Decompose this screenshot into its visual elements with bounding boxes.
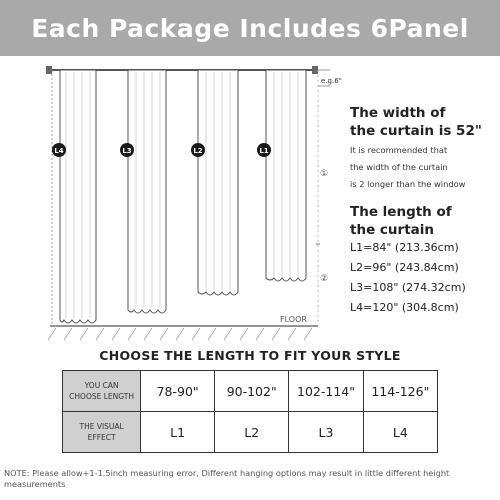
- panel-l2-label: L2: [193, 147, 203, 155]
- row-header-line: EFFECT: [87, 433, 116, 442]
- table-cell: 102-114": [289, 371, 363, 412]
- width-tip-line3: is 2 longer than the window: [350, 179, 466, 189]
- panel-l1: [257, 70, 306, 281]
- gap-label: e.g.6": [321, 77, 342, 85]
- table-cell: L4: [363, 412, 437, 453]
- width-tip: [350, 144, 465, 191]
- table-row: [63, 371, 438, 412]
- measurement-note: NOTE: Please allow+1-1.5inch measuring error, Different hanging options may result in little different height measurements: [4, 468, 450, 489]
- panel-l3: [120, 70, 166, 313]
- length-item-l1: L1=84" (213.36cm): [350, 241, 459, 254]
- row-header-choose-length: [63, 371, 141, 412]
- width-title-line1: The width of: [350, 105, 446, 121]
- header-banner: [0, 0, 500, 56]
- length-item-l3: L3=108" (274.32cm): [350, 281, 466, 294]
- width-title-line2: the curtain is 52": [350, 123, 482, 139]
- panel-l3-label: L3: [122, 147, 132, 155]
- marker-2: ②: [320, 274, 329, 284]
- row-header-line: THE VISUAL: [79, 422, 124, 431]
- length-title-line2: the curtain: [350, 222, 434, 238]
- length-list: [350, 238, 466, 318]
- length-item-l4: L4=120" (304.8cm): [350, 301, 459, 314]
- floor-hatch: [48, 328, 312, 340]
- length-section: [350, 203, 452, 239]
- panel-l4: [52, 70, 96, 323]
- width-tip-line2: the width of the curtain: [350, 162, 448, 172]
- width-tip-line1: It is recommended that: [350, 145, 448, 155]
- table-cell: 90-102": [215, 371, 289, 412]
- length-item-l2: L2=96" (243.84cm): [350, 261, 459, 274]
- table-cell: 78-90": [141, 371, 215, 412]
- width-section: [350, 104, 482, 140]
- banner-title: Each Package Includes 6Panel: [31, 13, 469, 43]
- marker-1: ①: [320, 169, 329, 179]
- length-table: [62, 370, 438, 453]
- row-header-line: CHOOSE LENGTH: [69, 392, 135, 401]
- table-cell: 114-126": [363, 371, 437, 412]
- table-row: [63, 412, 438, 453]
- table-cell: L2: [215, 412, 289, 453]
- row-header-visual-effect: [63, 412, 141, 453]
- row-header-line: YOU CAN: [84, 381, 119, 390]
- panel-l4-label: L4: [54, 147, 64, 155]
- length-title-line1: The length of: [350, 204, 452, 220]
- table-cell: L1: [141, 412, 215, 453]
- panel-l1-label: L1: [259, 147, 269, 155]
- table-cell: L3: [289, 412, 363, 453]
- rod-end-left: [46, 66, 52, 74]
- table-title: CHOOSE THE LENGTH TO FIT YOUR STYLE: [99, 348, 401, 363]
- floor-label: FLOOR: [280, 315, 307, 324]
- rod-end-right: [312, 66, 318, 74]
- panel-l2: [191, 70, 238, 295]
